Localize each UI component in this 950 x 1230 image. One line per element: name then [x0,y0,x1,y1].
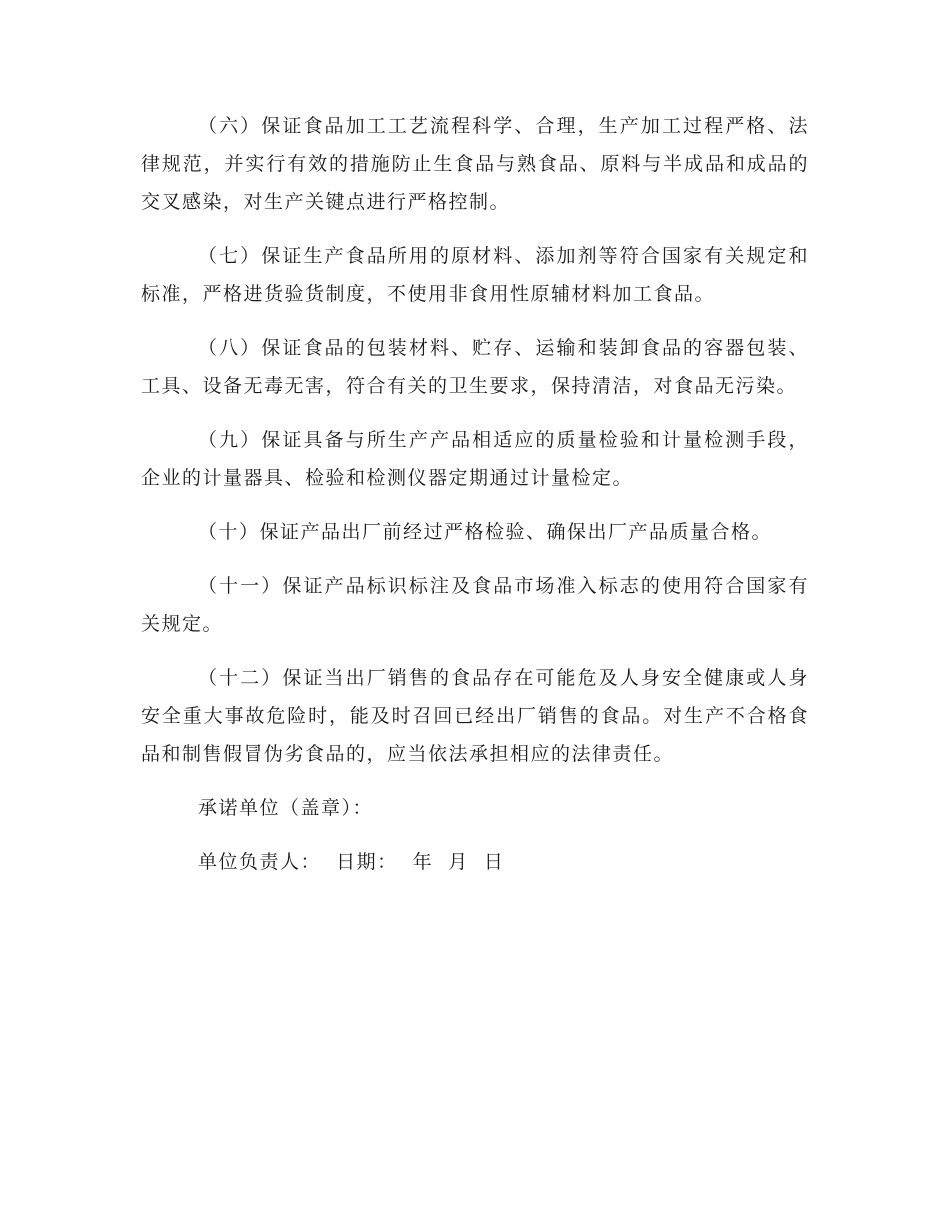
clause-9: （九）保证具备与所生产产品相适应的质量检验和计量检测手段，企业的计量器具、检验和检测仪器定期通过计量检定。 [141,429,809,489]
signature-responsible-line: 单位负责人： 日期： 年 月 日 [198,851,505,873]
clause-6: （六）保证食品加工工艺流程科学、合理，生产加工过程严格、法律规范，并实行有效的措施防止生食品与熟食品、原料与半成品和成品的交叉感染，对生产关键点进行严格控制。 [141,115,809,213]
clause-7: （七）保证生产食品所用的原材料、添加剂等符合国家有关规定和标准，严格进货验货制度，不使用非食用性原辅材料加工食品。 [141,245,809,305]
clause-12: （十二）保证当出厂销售的食品存在可能危及人身安全健康或人身安全重大事故危险时，能及时召回已经出厂销售的食品。对生产不合格食品和制售假冒伪劣食品的，应当依法承担相应的法律责任。 [141,667,809,765]
signature-unit-line: 承诺单位（盖章）： [198,797,374,819]
document-body [141,107,809,897]
clause-11: （十一）保证产品标识标注及食品市场准入标志的使用符合国家有关规定。 [141,575,809,635]
clause-10: （十）保证产品出厂前经过严格检验、确保出厂产品质量合格。 [198,521,773,543]
clause-8: （八）保证食品的包装材料、贮存、运输和装卸食品的容器包装、工具、设备无毒无害，符合有关的卫生要求，保持清洁，对食品无污染。 [141,337,809,397]
